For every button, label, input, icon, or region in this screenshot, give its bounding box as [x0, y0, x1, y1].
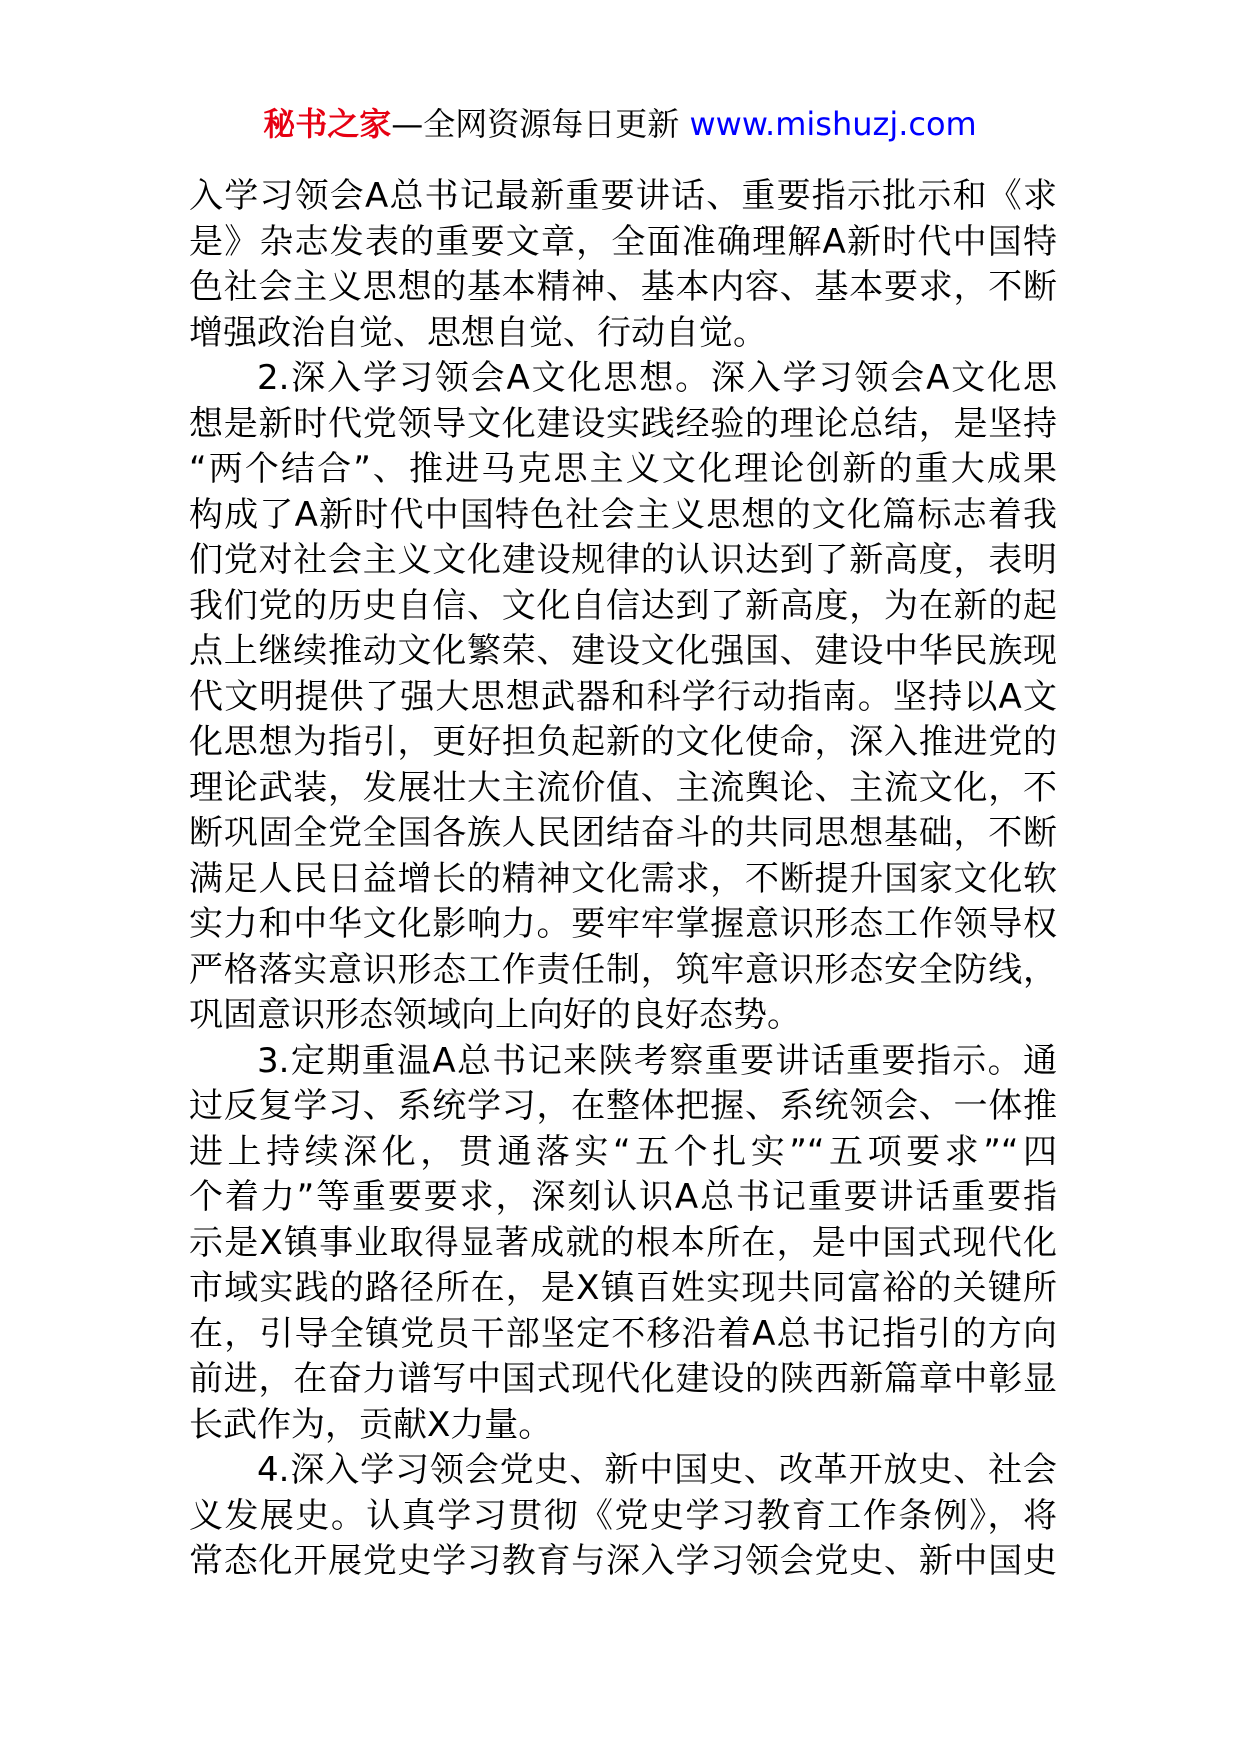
- document-body: [189, 174, 1057, 1585]
- text-line: 进上持续深化，贯通落实“五个扎实”“五项要求”“四: [189, 1131, 1057, 1172]
- text-line: 色社会主义思想的基本精神、基本内容、基本要求，不断: [189, 267, 1057, 307]
- paragraph: [189, 174, 1057, 356]
- text-line: 过反复学习、系统学习，在整体把握、系统领会、一体推: [189, 1086, 1057, 1126]
- text-line: 2.深入学习领会A文化思想。深入学习领会A文化思: [257, 358, 1057, 398]
- site-url: www.mishuzj.com: [689, 105, 977, 143]
- text-line: 严格落实意识形态工作责任制，筑牢意识形态安全防线，: [189, 949, 1057, 990]
- paragraph: [189, 1039, 1057, 1449]
- text-line: 在，引导全镇党员干部坚定不移沿着A总书记指引的方向: [189, 1313, 1057, 1354]
- text-line: 3.定期重温A总书记来陕考察重要讲话重要指示。通: [257, 1040, 1057, 1081]
- text-line: 想是新时代党领导文化建设实践经验的理论总结，是坚持: [189, 403, 1057, 444]
- site-header: [0, 102, 1240, 146]
- brand-name: 秘书之家: [263, 105, 392, 143]
- text-line: 代文明提供了强大思想武器和科学行动指南。坚持以A文: [189, 676, 1057, 717]
- text-line: 示是X镇事业取得显著成就的根本所在，是中国式现代化: [189, 1222, 1057, 1263]
- paragraph: [189, 356, 1057, 1039]
- paragraph: [189, 1448, 1057, 1585]
- text-line: 我们党的历史自信、文化自信达到了新高度，为在新的起: [189, 585, 1057, 626]
- text-line: 入学习领会A总书记最新重要讲话、重要指示批示和《求: [189, 176, 1057, 216]
- text-line: 前进，在奋力谱写中国式现代化建设的陕西新篇章中彰显: [189, 1359, 1057, 1399]
- text-line: 个着力”等重要要求，深刻认识A总书记重要讲话重要指: [189, 1177, 1057, 1217]
- text-line: 常态化开展党史学习教育与深入学习领会党史、新中国史: [189, 1541, 1057, 1581]
- text-line: 化思想为指引，更好担负起新的文化使命，深入推进党的: [189, 722, 1057, 762]
- text-line: 义发展史。认真学习贯彻《党史学习教育工作条例》，将: [189, 1495, 1057, 1536]
- text-line: 4.深入学习领会党史、新中国史、改革开放史、社会: [257, 1450, 1057, 1490]
- text-line: 满足人民日益增长的精神文化需求，不断提升国家文化软: [189, 858, 1057, 899]
- text-line: 长武作为，贡献X力量。: [189, 1404, 553, 1445]
- text-line: 构成了A新时代中国特色社会主义思想的文化篇标志着我: [189, 494, 1057, 535]
- site-tagline: —全网资源每日更新: [391, 105, 690, 143]
- text-line: 实力和中华文化影响力。要牢牢掌握意识形态工作领导权: [189, 904, 1057, 944]
- text-line: 增强政治自觉、思想自觉、行动自觉。: [189, 312, 767, 353]
- text-line: 理论武装，发展壮大主流价值、主流舆论、主流文化，不: [189, 767, 1057, 808]
- text-line: 点上继续推动文化繁荣、建设文化强国、建设中华民族现: [189, 631, 1057, 671]
- text-line: 们党对社会主义文化建设规律的认识达到了新高度，表明: [189, 540, 1057, 580]
- text-line: 市域实践的路径所在，是X镇百姓实现共同富裕的关键所: [189, 1268, 1057, 1308]
- text-line: 断巩固全党全国各族人民团结奋斗的共同思想基础，不断: [189, 813, 1057, 853]
- text-line: “两个结合”、推进马克思主义文化理论创新的重大成果: [189, 449, 1057, 489]
- text-line: 是》杂志发表的重要文章，全面准确理解A新时代中国特: [189, 221, 1057, 262]
- text-line: 巩固意识形态领域向上向好的良好态势。: [189, 995, 801, 1035]
